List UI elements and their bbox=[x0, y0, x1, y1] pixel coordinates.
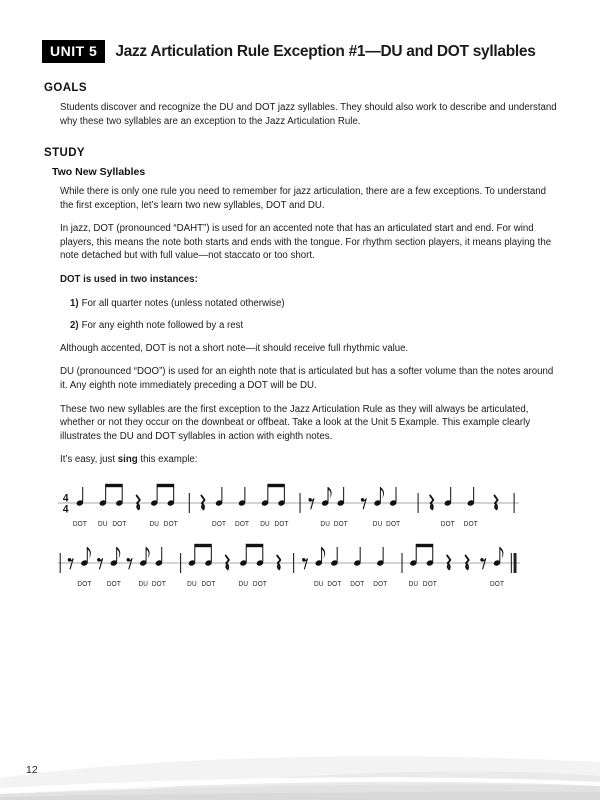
unit-header bbox=[42, 40, 557, 63]
page-number: 12 bbox=[26, 764, 38, 776]
svg-text:DOT: DOT bbox=[77, 580, 92, 588]
sing-example-pre: It’s easy, just bbox=[60, 454, 118, 466]
music-example bbox=[56, 481, 557, 593]
svg-text:DU: DU bbox=[98, 520, 108, 528]
svg-text:DOT: DOT bbox=[463, 520, 478, 528]
study-paragraph-3: Although accented, DOT is not a short note—it should receive full rhythmic value. bbox=[60, 342, 409, 354]
svg-text:DU: DU bbox=[372, 520, 383, 528]
svg-text:DOT: DOT bbox=[489, 580, 505, 588]
svg-text:DU: DU bbox=[238, 580, 249, 588]
list-item-text: For any eighth note followed by a rest bbox=[81, 320, 244, 332]
svg-text:DOT: DOT bbox=[386, 520, 401, 528]
svg-text:DOT: DOT bbox=[201, 580, 216, 588]
page-title: Jazz Articulation Rule Exception #1—DU and DOT syllables bbox=[115, 42, 536, 60]
goals-section bbox=[42, 82, 557, 128]
study-section bbox=[42, 147, 557, 467]
svg-text:DOT: DOT bbox=[212, 520, 227, 528]
study-paragraph-4: DU (pronounced “DOO”) is used for an eighth note that is articulated but has a softer volume than the notes around it. Any eighth note immediately preceding a DOT will be DU. bbox=[60, 366, 554, 391]
study-heading: STUDY bbox=[44, 147, 85, 160]
list-item bbox=[70, 319, 557, 333]
svg-text:DOT: DOT bbox=[234, 520, 250, 528]
list-item bbox=[70, 297, 557, 311]
svg-text:DU: DU bbox=[260, 520, 270, 528]
svg-text:DOT: DOT bbox=[151, 580, 166, 588]
svg-text:DU: DU bbox=[149, 520, 160, 528]
svg-text:DOT: DOT bbox=[373, 580, 388, 588]
sing-example-bold: sing bbox=[117, 454, 138, 466]
svg-text:DOT: DOT bbox=[440, 520, 455, 528]
svg-text:DOT: DOT bbox=[106, 580, 121, 588]
footer-swoosh-graphic bbox=[0, 742, 600, 800]
study-paragraph-6 bbox=[60, 453, 557, 467]
goals-body: Students discover and recognize the DU and DOT jazz syllables. They should also work to describe and understand why these two syllables are an exception to the Jazz Articulation Rule. bbox=[60, 102, 557, 127]
dot-instances-heading: DOT is used in two instances: bbox=[60, 274, 198, 286]
svg-text:DOT: DOT bbox=[333, 520, 348, 528]
sing-example-post: this example: bbox=[137, 454, 198, 466]
music-staff-line-1 bbox=[56, 481, 520, 533]
list-item-number: 1) bbox=[70, 297, 79, 309]
svg-text:DOT: DOT bbox=[274, 520, 289, 528]
study-paragraph-5: These two new syllables are the first exception to the Jazz Articulation Rule as they will always be articulated, whether or not they occur on the downbeat or offbeat. Take a look at the Unit 5 Example. This example clearly illustrates the DU and DOT syllables in action with eighth notes. bbox=[60, 403, 531, 442]
goals-heading: GOALS bbox=[44, 82, 87, 94]
svg-text:DU: DU bbox=[320, 520, 331, 528]
two-new-syllables-heading: Two New Syllables bbox=[52, 166, 146, 179]
svg-text:DU: DU bbox=[187, 580, 197, 588]
svg-text:DU: DU bbox=[313, 580, 324, 588]
svg-text:DOT: DOT bbox=[112, 520, 127, 528]
svg-text:DU: DU bbox=[138, 580, 149, 588]
svg-text:DU: DU bbox=[408, 580, 419, 588]
unit-badge: UNIT 5 bbox=[42, 40, 105, 63]
svg-text:DOT: DOT bbox=[252, 580, 268, 588]
svg-text:DOT: DOT bbox=[163, 520, 178, 528]
svg-text:DOT: DOT bbox=[422, 580, 438, 588]
svg-text:DOT: DOT bbox=[72, 520, 87, 528]
study-paragraph-2: In jazz, DOT (pronounced “DAHT”) is used for an accented note that has an articulated start and end. For wind players, this means the note both starts and ends with the tongue. For rhythm section players, it means playing the note detached but with full value—not staccato or too short. bbox=[60, 223, 552, 262]
svg-text:4: 4 bbox=[62, 491, 69, 505]
study-paragraph-1: While there is only one rule you need to remember for jazz articulation, there are a few exceptions. To understand the first exception, let’s learn two new syllables, DOT and DU. bbox=[60, 186, 547, 211]
list-item-number: 2) bbox=[70, 320, 79, 332]
svg-text:4: 4 bbox=[62, 502, 69, 516]
svg-text:DOT: DOT bbox=[350, 580, 365, 588]
svg-text:DOT: DOT bbox=[327, 580, 342, 588]
music-staff-line-2 bbox=[56, 541, 520, 593]
list-item-text: For all quarter notes (unless notated otherwise) bbox=[81, 297, 285, 309]
